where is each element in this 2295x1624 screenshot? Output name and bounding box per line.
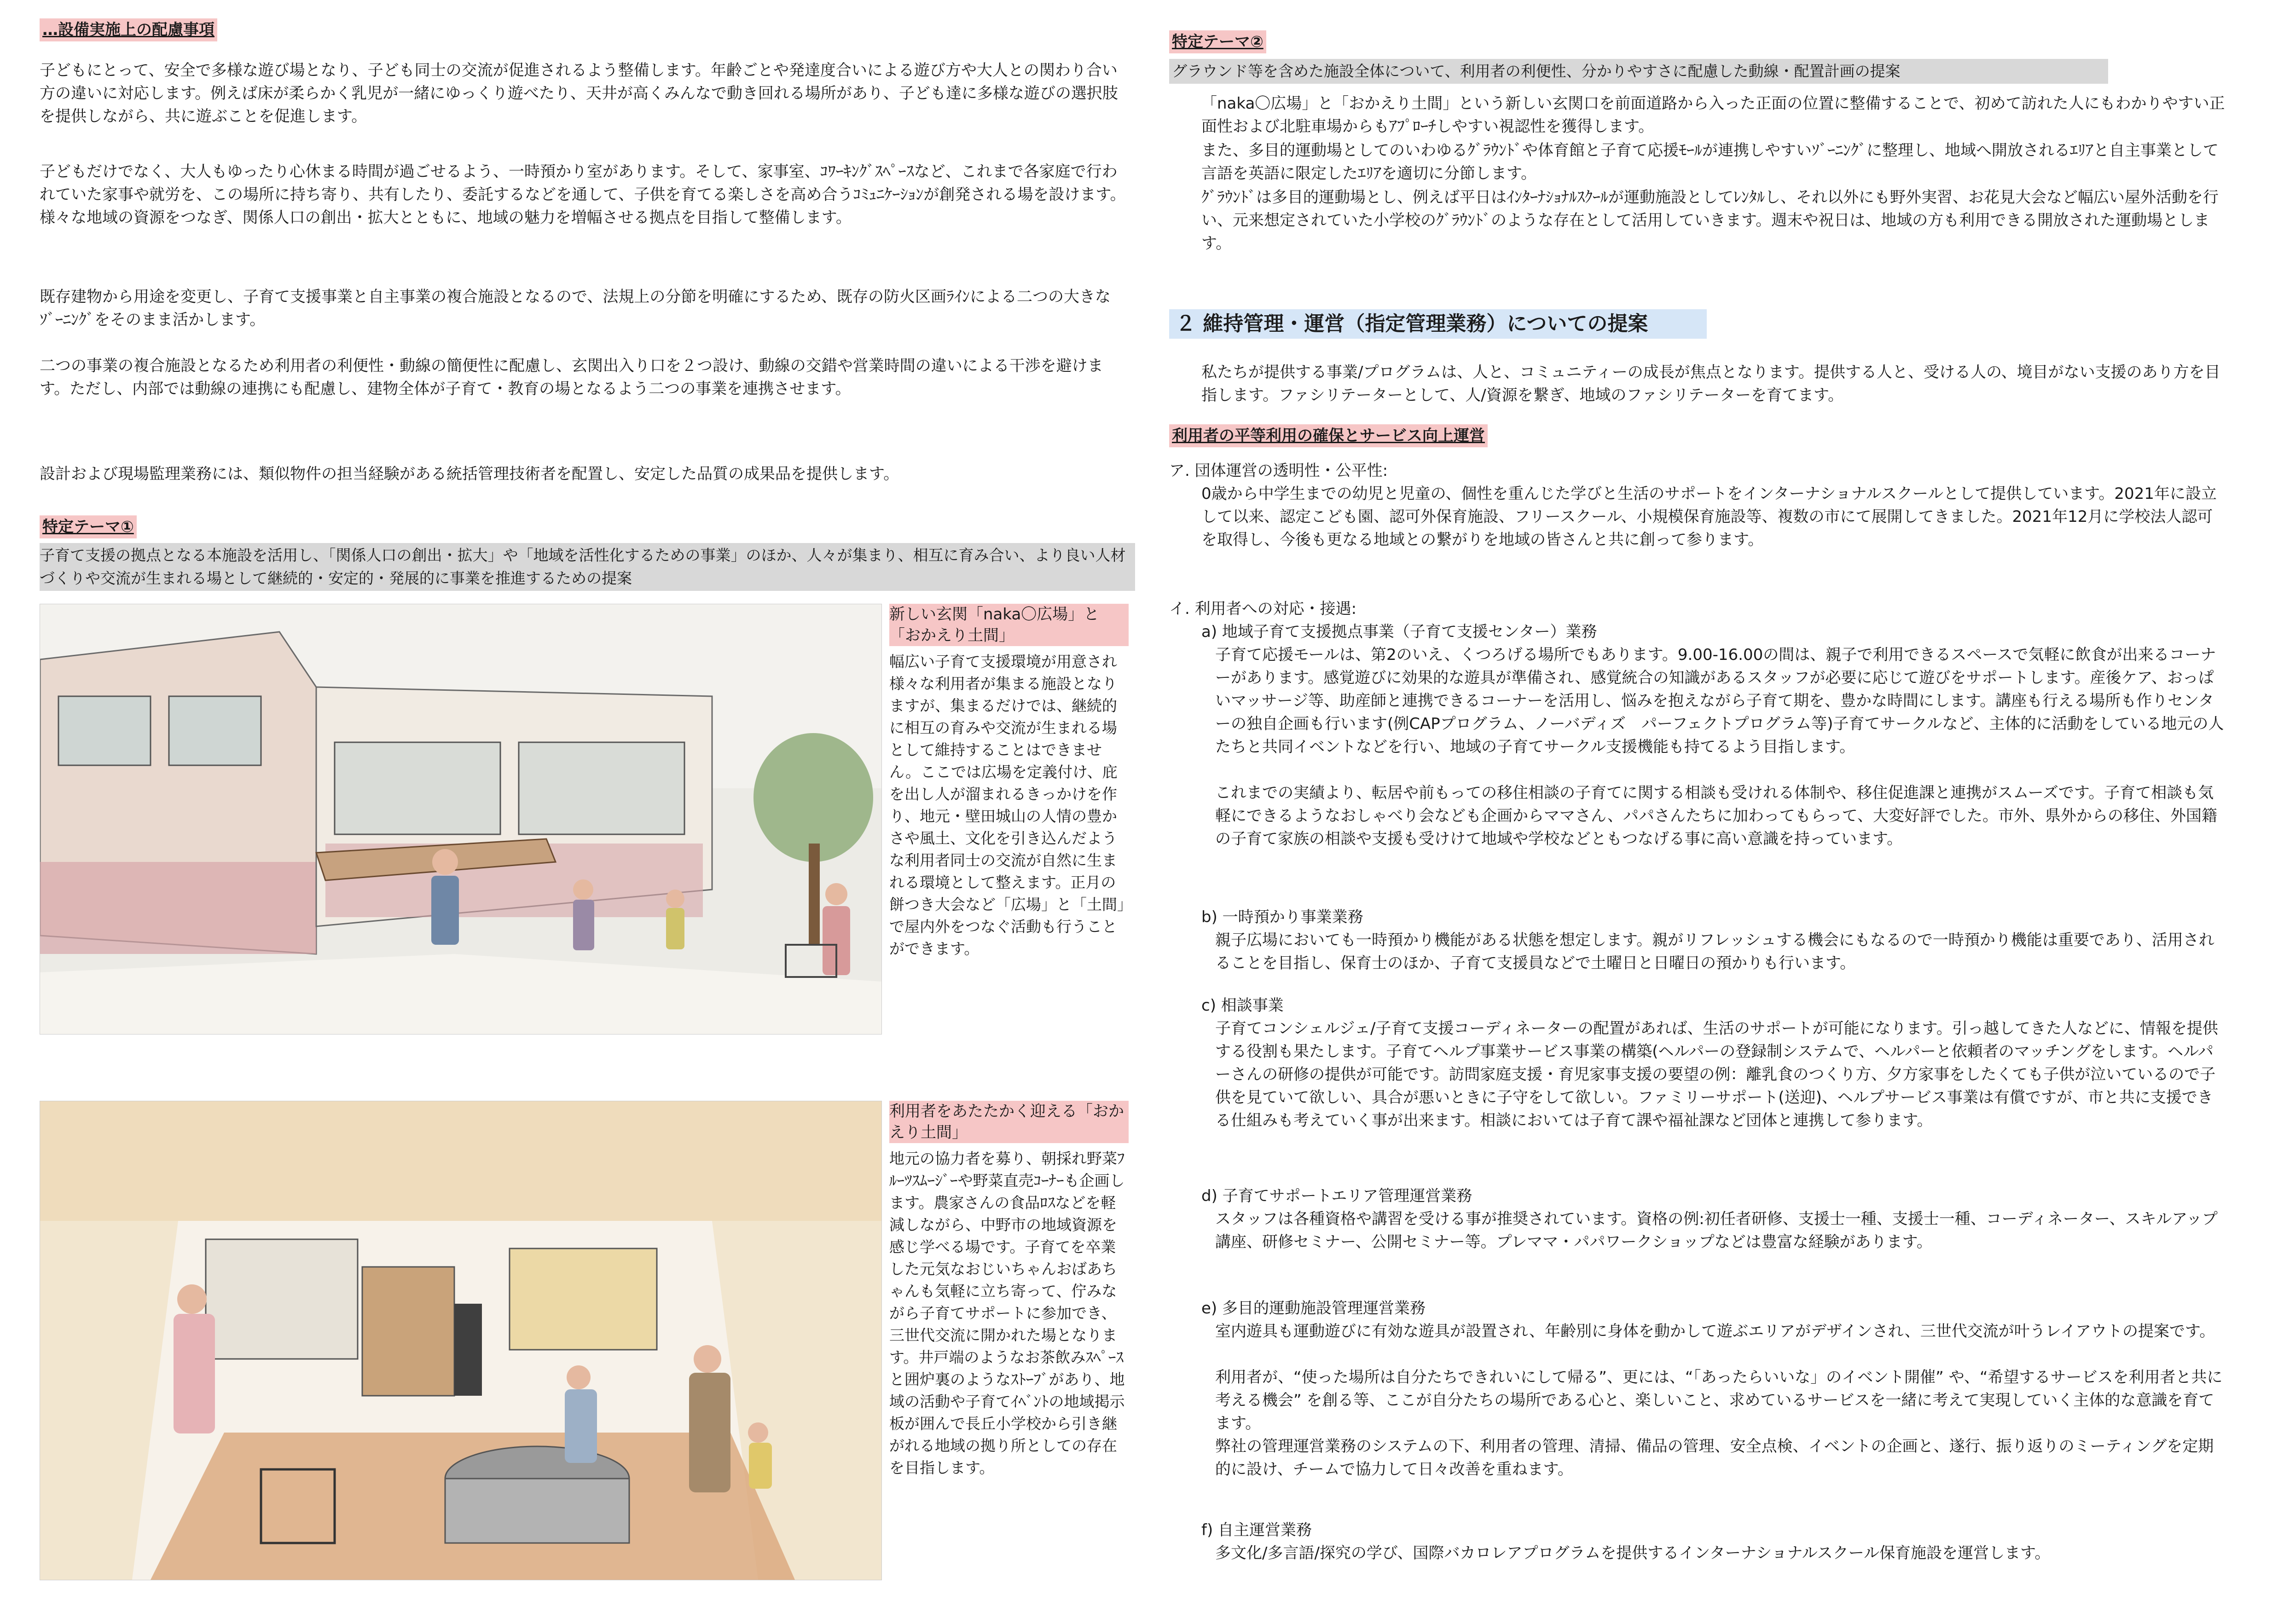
item-ie-body-3: 弊社の管理運営業務のシステムの下、利用者の管理、清掃、備品の管理、安全点検、イベントの企画と、遂行、振り返りのミーティングを定期的に設け、チームで協力して日々改善を重ねます。 [1215,1437,2214,1479]
item-if-title: f) 自主運営業務 [1201,1521,1312,1539]
caption-1-body: 幅広い子育て支援環境が用意され様々な利用者が集まる施設となりますが、集まるだけでは、継続的に相互の育みや交流が生まれる場として維持することはできません。ここでは広場を定義付け、庇を出し人が溜まれるきっかけを作り、地元・壁田城山の人情の豊かさや風土、文化を引き込んだような利用者同士の交流が自然に生まれる環境として整えます。正月の餅つき大会など「広場」と「土間」で屋内外をつなぐ活動も行うことができます。 [889,653,1125,958]
item-id-body: スタッフは各種資格や講習を受ける事が推奨されています。資格の例:初任者研修、支援士一種、支援士一種、コーディネーター、スキルアップ講座、研修セミナー、公開セミナー等。プレママ・パパワークショップなどは豊富な経験があります。 [1215,1210,2218,1251]
caption-1-title: 新しい玄関「naka〇広場」と「おかえり土間」 [889,604,1129,646]
section-2-title: ２ 維持管理・運営（指定管理業務）についての提案 [1169,309,1707,339]
item-ia-body-2: これまでの実績より、転居や前もっての移住相談の子育てに関する相談も受けれる体制や、移住促進課と連携がスムーズです。子育て相談も気軽にできるようなおしゃべり会なども企画からママさん、パパさんたちに加わってもらって、大変好評でした。市外、県外からの移住、外国籍の子育て家族の相談や支援も受けけて地域や学校などともつなげる事に高い意識を持っています。 [1215,784,2218,848]
left-paragraph-4: 二つの事業の複合施設となるため利用者の利便性・動線の簡便性に配慮し、玄関出入り口を２つ設け、動線の交錯や営業時間の違いによる干渉を避けます。ただし、内部では動線の連携にも配慮し、建物全体が子育て・教育の場となるよう二つの事業を連携させます。 [40,357,1103,398]
item-ie-body-2: 利用者が、“使った場所は自分たちできれいにして帰る”、更には、“「あったらいいな」のイベント開催” や、“希望するサービスを利用者と共に考える機会” を創る等、ここが自分たちの場所である心と、楽しいこと、求めているサービスを一緒に考えて実現していく主体的な意識を育てます。 [1215,1368,2223,1433]
theme1-label: 特定テーマ① [40,515,137,538]
doma-illustration [40,1101,882,1580]
item-ia-body-1: 子育て応援モールは、第2のいえ、くつろげる場所でもあります。9.00-16.00の間は、親子で利用できるスペースで気軽に飲食が出来るコーナーがあります。感覚遊びに効果的な遊具が準備され、感覚統合の知識があるスタッフが必要に応じて遊びをサポートします。産後ケア、おっぱいマッサージ等、助産師と連携できるコーナーを活用し、悩みを抱えながら子育て期を、豊かな時間にします。講座も行える場所も作りセンターの独自企画も行います(例CAPプログラム、ノーバディズ パーフェクトプログラム等)子育てサークルなど、主体的に活動をしている地元の人たちと共同イベントなどを行い、地域の子育てサークル支援機能も持てるよう目指します。 [1215,646,2224,756]
left-paragraph-3: 既存建物から用途を変更し、子育て支援事業と自主事業の複合施設となるので、法規上の分節を明確にするため、既存の防火区画ﾗｲﾝによる二つの大きなｿﾞｰﾆﾝｸﾞをそのまま活かします。 [40,288,1111,329]
left-paragraph-2: 子どもだけでなく、大人もゆったり心休まる時間が過ごせるよう、一時預かり室があります。そして、家事室、ｺﾜｰｷﾝｸﾞｽﾍﾟｰｽなど、これまで各家庭で行われていた家事や就労を、この場所に持ち寄り、共有したり、委託するなどを通して、子供を育てる楽しさを高め合うｺﾐｭﾆｹｰｼｮﾝが創発される場を設けます。様々な地域の資源をつなぎ、関係人口の創出・拡大とともに、地域の魅力を増幅させる拠点を目指して整備します。 [40,162,1126,227]
left-heading: …設備実施上の配慮事項 [40,18,217,41]
item-ia-title: a) 地域子育て支援拠点事業（子育て支援センター）業務 [1201,623,1597,641]
item-ie-title: e) 多目的運動施設管理運営業務 [1201,1299,1426,1318]
item-a-body: 0歳から中学生までの幼児と児童の、個性を重んじた学びと生活のサポートをインターナショナルスクールとして提供しています。2021年に設立して以来、認定こども園、認可外保育施設、フリースクール、小規模保育施設等、複数の市にて展開してきました。2021年12月に学校法人認可を取得し、今後も更なる地域との繋がりを地域の皆さんと共に創って参ります。 [1201,485,2217,549]
theme2-label: 特定テーマ② [1169,30,1266,53]
item-if-body: 多文化/多言語/探究の学び、国際バカロレアプログラムを提供するインターナショナルスクール保育施設を運営します。 [1215,1544,2051,1562]
caption-2-title: 利用者をあたたかく迎える「おかえり土間」 [889,1101,1129,1143]
plaza-illustration [40,604,882,1035]
item-ib-title: b) 一時預かり事業業務 [1201,908,1363,926]
section-2-intro: 私たちが提供する事業/プログラムは、人と、コミュニティーの成長が焦点となります。提供する人と、受ける人の、境目がない支援のあり方を目指します。ファシリテーターとして、人/資源を繋ぎ、地域のファシリテーターを育てます。 [1201,363,2220,405]
theme2-band: グラウンド等を含めた施設全体について、利用者の利便性、分かりやすさに配慮した動線・配置計画の提案 [1169,59,2108,84]
item-ic-title: c) 相談事業 [1201,996,1284,1015]
caption-2-body: 地元の協力者を募り、朝採れ野菜ﾌﾙｰﾂｽﾑｰｼﾞｰや野菜直売ｺｰﾅｰも企画します。農家さんの食品ﾛｽなどを軽減しながら、中野市の地域資源を感じ学べる場です。子育てを卒業した元気なおじいちゃんおばあちゃんも気軽に立ち寄って、佇みながら子育てサポートに参加でき、三世代交流に開かれた場となります。井戸端のようなお茶飲みｽﾍﾟｰｽと囲炉裏のようなｽﾄｰﾌﾞがあり、地域の活動や子育てｲﾍﾞﾝﾄの地域掲示板が囲んで長丘小学校から引き継がれる地域の拠り所としての存在を目指します。 [889,1150,1125,1477]
caption-2 [889,1101,1129,1479]
item-ie-body-1: 室内遊具も運動遊びに有効な遊具が設置され、年齢別に身体を動かして遊ぶエリアがデザインされ、三世代交流が叶うレイアウトの提案です。 [1215,1322,2215,1341]
item-ic-body: 子育てコンシェルジェ/子育て支援コーディネーターの配置があれば、生活のサポートが可能になります。引っ越してきた人などに、情報を提供する役割も果たします。子育てヘルプ事業サービス事業の構築(ヘルパーの登録制システムで、ヘルパーと依頼者のマッチングをします。ヘルパーさんの研修の提供が可能です。訪問家庭支援・育児家事支援の要望の例：離乳食のつくり方、夕方家事をしたくても子供が泣いているので子供を見ていて欲しい、具合が悪いときに子守をして欲しい。ファミリーサポート(送迎)、ヘルプサービス事業は有償ですが、市と共に支援できる仕組みも考えていく事が出来ます。相談においては子育て課や福祉課など団体と連携して参ります。 [1215,1019,2218,1130]
theme2-paragraph-1: 「naka〇広場」と「おかえり土間」という新しい玄関口を前面道路から入った正面の位置に整備することで、初めて訪れた人にもわかりやすい正面性および北駐車場からもｱﾌﾟﾛｰﾁしやすい視認性を獲得します。 [1201,94,2225,136]
item-id-title: d) 子育てサポートエリア管理運営業務 [1201,1187,1472,1205]
theme2-paragraph-2: また、多目的運動場としてのいわゆるｸﾞﾗｳﾝﾄﾞや体育館と子育て応援ﾓｰﾙが連携しやすいｿﾞｰﾆﾝｸﾞに整理し、地域へ開放されるｴﾘｱと自主事業として言語を英語に限定したｴﾘｱを適切に分節します。 [1201,141,2219,183]
item-a-title: ア. 団体運営の透明性・公平性: [1169,462,1388,480]
subsection-heading: 利用者の平等利用の確保とサービス向上運営 [1169,424,1488,447]
item-ib-body: 親子広場においても一時預かり機能がある状態を想定します。親がリフレッシュする機会にもなるので一時預かり機能は重要であり、活用されることを目指し、保育士のほか、子育て支援員などで土曜日と日曜日の預かりも行います。 [1215,931,2214,972]
theme1-band: 子育て支援の拠点となる本施設を活用し、「関係人口の創出・拡大」や「地域を活性化するための事業」のほか、人々が集まり、相互に育み合い、より良い人材づくりや交流が生まれる場として継続的・安定的・発展的に事業を推進するための提案 [40,543,1135,591]
item-i-title: イ. 利用者への対応・接遇: [1169,600,1357,618]
theme2-paragraph-3: ｸﾞﾗｳﾝﾄﾞは多目的運動場とし、例えば平日はｲﾝﾀｰﾅｼｮﾅﾙｽｸｰﾙが運動施設としてﾚﾝﾀﾙし、それ以外にも野外実習、お花見大会など幅広い屋外活動を行い、元来想定されていた小学校のｸﾞﾗｳﾝﾄﾞのような存在として活用していきます。週末や祝日は、地域の方も利用できる開放された運動場とします。 [1201,188,2219,253]
caption-1 [889,604,1129,960]
left-paragraph-5: 設計および現場監理業務には、類似物件の担当経験がある統括管理技術者を配置し、安定した品質の成果品を提供します。 [40,465,899,483]
left-paragraph-1: 子どもにとって、安全で多様な遊び場となり、子ども同士の交流が促進されるよう整備します。年齢ごとや発達度合いによる遊び方や大人との関わり合い方の違いに対応します。例えば床が柔らかく乳児が一緒にゆっくり遊べたり、天井が高くみんなで動き回れる場所があり、子ども達に多様な遊びの選択肢を提供しながら、共に遊ぶことを促進します。 [40,61,1118,126]
